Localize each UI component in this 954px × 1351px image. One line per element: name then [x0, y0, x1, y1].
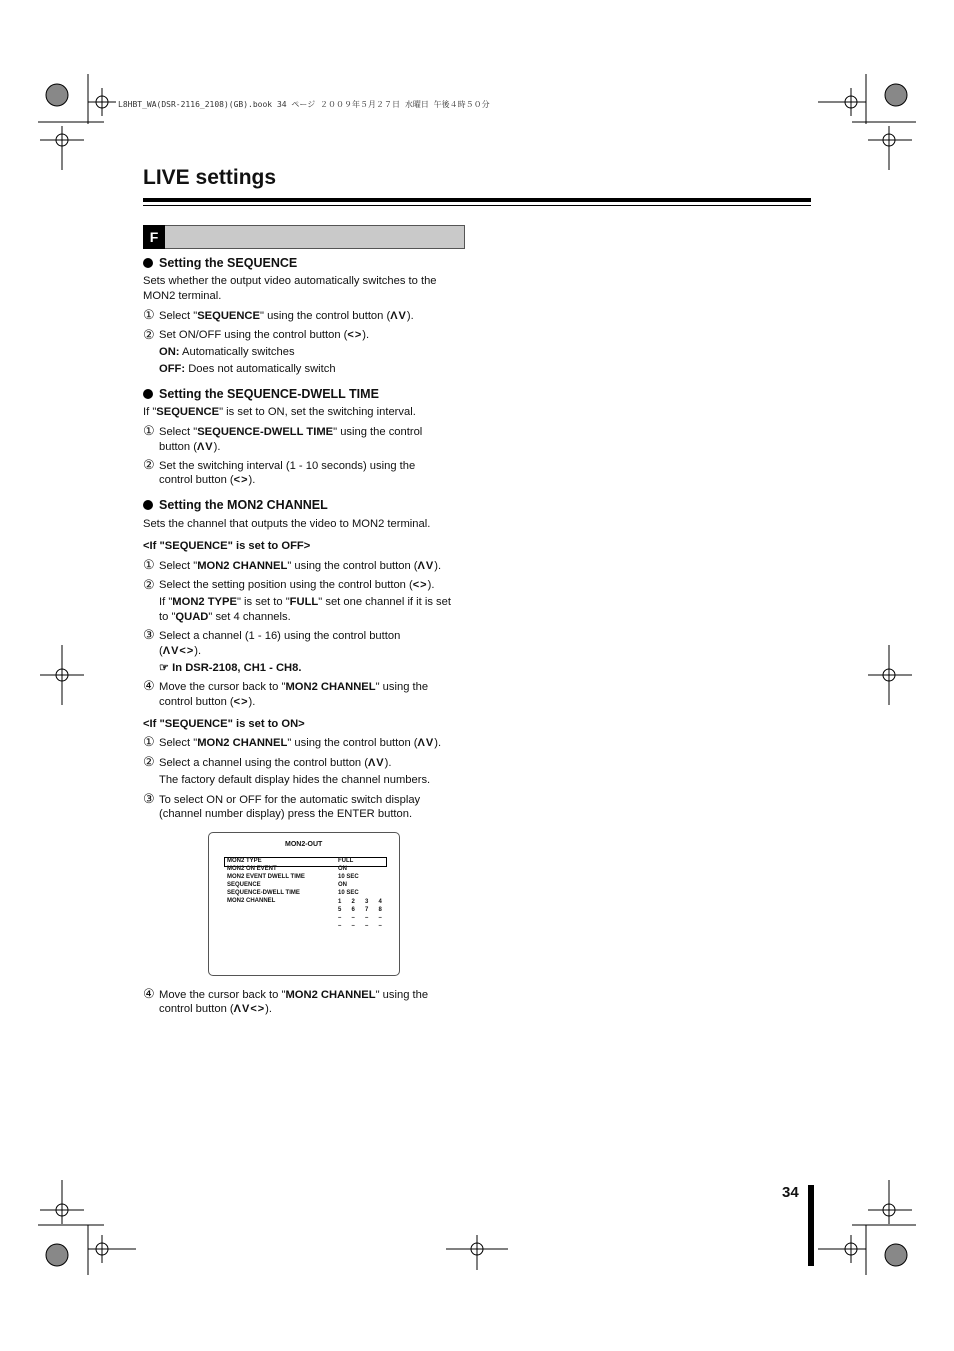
- step-text: Select "SEQUENCE-DWELL TIME" using the control: [159, 426, 423, 438]
- all-direction-arrow-icon: ΛV<>: [162, 645, 195, 657]
- step-text: control button (<>).: [159, 474, 256, 486]
- osd-value: FULL: [338, 858, 354, 864]
- osd-channel-grid: 1 2 3 4 5 6 7 8 – – – – – – – –: [338, 899, 382, 929]
- step-number: ①: [143, 423, 155, 438]
- left-right-arrow-icon: <>: [412, 579, 428, 591]
- step-text: control button (<>).: [159, 696, 256, 708]
- step-number: ④: [143, 986, 155, 1001]
- up-down-arrow-icon: ΛV: [390, 310, 407, 322]
- section-bar: [143, 225, 465, 249]
- step-text: control button (ΛV<>).: [159, 1003, 273, 1015]
- step-number: ③: [143, 791, 155, 806]
- subheading-on: <If "SEQUENCE" is set to ON>: [143, 718, 305, 730]
- page-number: 34: [782, 1184, 799, 1201]
- osd-labels: [227, 857, 305, 905]
- desc-line: If "SEQUENCE" is set to ON, set the switching interval.: [143, 406, 416, 418]
- step-text: Select the setting position using the control button (<>).: [159, 579, 435, 591]
- step-text: (channel number display) press the ENTER button.: [159, 808, 413, 820]
- up-down-arrow-icon: ΛV: [196, 441, 214, 453]
- osd-label: MON2 CHANNEL: [227, 898, 276, 904]
- title-rule: [143, 198, 811, 202]
- left-right-arrow-icon: <>: [347, 329, 363, 341]
- step-text: Move the cursor back to "MON2 CHANNEL" using the: [159, 989, 429, 1001]
- reference-icon: ☞: [159, 662, 170, 674]
- desc-line: Sets whether the output video automatically switches to the: [143, 275, 437, 287]
- page-number-bar: [808, 1185, 814, 1266]
- osd-values: [338, 857, 359, 897]
- osd-label: MON2 ON EVENT: [227, 866, 277, 872]
- osd-label: SEQUENCE-DWELL TIME: [227, 890, 300, 896]
- heading-sequence-dwell: Setting the SEQUENCE-DWELL TIME: [143, 387, 379, 401]
- heading-mon2-channel: Setting the MON2 CHANNEL: [143, 498, 328, 512]
- page-title: LIVE settings: [143, 166, 277, 189]
- step-text: Move the cursor back to "MON2 CHANNEL" using the: [159, 681, 429, 693]
- step-text: To select ON or OFF for the automatic switch display: [159, 794, 421, 806]
- desc-line: Sets the channel that outputs the video to MON2 terminal.: [143, 518, 431, 530]
- up-down-arrow-icon: ΛV: [417, 560, 435, 572]
- heading-sequence: Setting the SEQUENCE: [143, 256, 297, 270]
- osd-label: MON2 EVENT DWELL TIME: [227, 874, 305, 880]
- step-number: ②: [143, 754, 155, 769]
- step-text: Select "MON2 CHANNEL" using the control button (ΛV).: [159, 560, 442, 572]
- subheading-off: <If "SEQUENCE" is set to OFF>: [143, 540, 311, 552]
- step-number: ②: [143, 327, 155, 342]
- all-direction-arrow-icon: ΛV<>: [233, 1003, 266, 1015]
- step-number: ③: [143, 627, 155, 642]
- off-option: OFF: Does not automatically switch: [159, 363, 336, 375]
- step-number: ②: [143, 457, 155, 472]
- reference-note: ☞ In DSR-2108, CH1 - CH8.: [159, 662, 302, 674]
- bullet-icon: [143, 500, 153, 510]
- osd-title: MON2-OUT: [285, 841, 323, 848]
- step-note: The factory default display hides the channel numbers.: [159, 774, 431, 786]
- osd-value: ON: [338, 882, 347, 888]
- up-down-arrow-icon: ΛV: [417, 737, 435, 749]
- step-text: Select a channel (1 - 16) using the control button: [159, 630, 401, 642]
- step-text: Select "MON2 CHANNEL" using the control button (ΛV).: [159, 737, 442, 749]
- up-down-arrow-icon: ΛV: [367, 757, 385, 769]
- step-text: (ΛV<>).: [159, 645, 202, 657]
- on-option: ON: Automatically switches: [159, 346, 295, 358]
- step-text: Select a channel using the control button (ΛV).: [159, 757, 392, 769]
- step-note: If "MON2 TYPE" is set to "FULL" set one channel if it is set: [159, 596, 451, 608]
- step-text: Set ON/OFF using the control button (<>).: [159, 329, 370, 341]
- left-right-arrow-icon: <>: [233, 474, 249, 486]
- step-note: to "QUAD" set 4 channels.: [159, 611, 291, 623]
- title-rule-thin: [143, 205, 811, 206]
- step-number: ④: [143, 678, 155, 693]
- step-number: ①: [143, 557, 155, 572]
- step-text: Set the switching interval (1 - 10 seconds) using the: [159, 460, 416, 472]
- file-header: L8HBT_WA(DSR-2116_2108)(GB).book 34 ページ ２００９年５月２７日 水曜日 午後４時５０分: [118, 100, 490, 109]
- osd-value: ON: [338, 866, 347, 872]
- osd-value: 10 SEC: [338, 874, 359, 880]
- osd-label: SEQUENCE: [227, 882, 261, 888]
- desc-line: MON2 terminal.: [143, 290, 222, 302]
- step-number: ①: [143, 734, 155, 749]
- osd-label: MON2 TYPE: [227, 858, 262, 864]
- bullet-icon: [143, 389, 153, 399]
- bullet-icon: [143, 258, 153, 268]
- osd-value: 10 SEC: [338, 890, 359, 896]
- step-number: ②: [143, 577, 155, 592]
- left-right-arrow-icon: <>: [233, 696, 249, 708]
- step-number: ①: [143, 307, 155, 322]
- step-text: Select "SEQUENCE" using the control button (ΛV).: [159, 310, 414, 322]
- section-letter: F: [143, 225, 165, 249]
- step-text: button (ΛV).: [159, 441, 221, 453]
